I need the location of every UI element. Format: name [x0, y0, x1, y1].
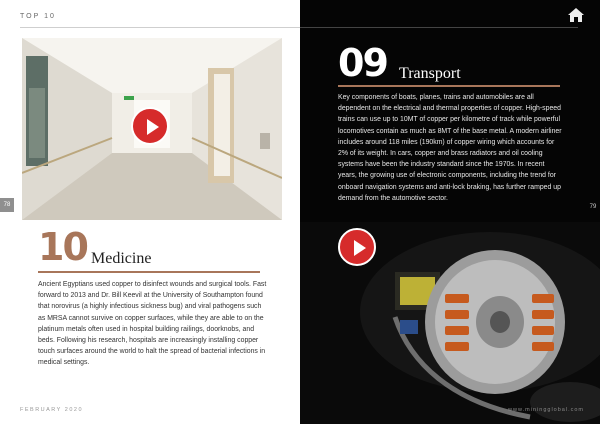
entry-body-medicine: Ancient Egyptians used copper to disinfect wounds and surgical tools. Fast forward to 2013 and Dr. Bill Keevil at the University of Southampton found that norovirus (a highly infectious sickness bug) and viral pathogens such as MRSA cannot survive on copper surfaces, while they are able to on the platinum metals often used in hospital building railings, doorknobs, and beds. Following his research, hospitals are increasingly installing copper touch surfaces around the world to halt the spread of bacterial infections in medical settings.	[38, 281, 267, 367]
video-play-button-transport[interactable]	[338, 228, 376, 266]
website-url[interactable]: www.miningglobal.com	[508, 407, 584, 413]
entry-number-medicine: 10	[38, 225, 87, 269]
home-icon[interactable]	[568, 8, 584, 22]
entry-number-transport: 09	[338, 41, 387, 85]
right-page	[300, 0, 600, 424]
top-divider-right	[300, 27, 578, 28]
issue-date: FEBRUARY 2020	[20, 407, 84, 413]
entry-title-transport: Transport	[399, 65, 461, 82]
title-underline-medicine	[38, 271, 260, 273]
video-play-button-medicine[interactable]	[131, 107, 169, 145]
page-number-left: 78	[0, 198, 14, 212]
entry-body-transport: Key components of boats, planes, trains and automobiles are all dependent on the electrical and thermal properties of copper. High-speed trains can use up to 10MT of copper per kilometre of track while powerful locomotives contain as much as 8MT of the base metal. A modern airliner includes around 118 miles (190km) of copper wiring which accounts for 2% of its weight. In cars, copper and brass radiators and oil cooling systems have been the industry standard since the 1970s. In recent years, the growing use of electronic components, including the trend for onboard navigation systems and anti-lock braking, has further ramped up demand from the automotive sector.	[338, 94, 562, 202]
page-number-right: 79	[589, 204, 597, 210]
section-label: TOP 10	[20, 13, 56, 20]
title-underline-transport	[338, 85, 560, 87]
entry-title-medicine: Medicine	[91, 250, 152, 267]
top-divider	[20, 27, 300, 28]
